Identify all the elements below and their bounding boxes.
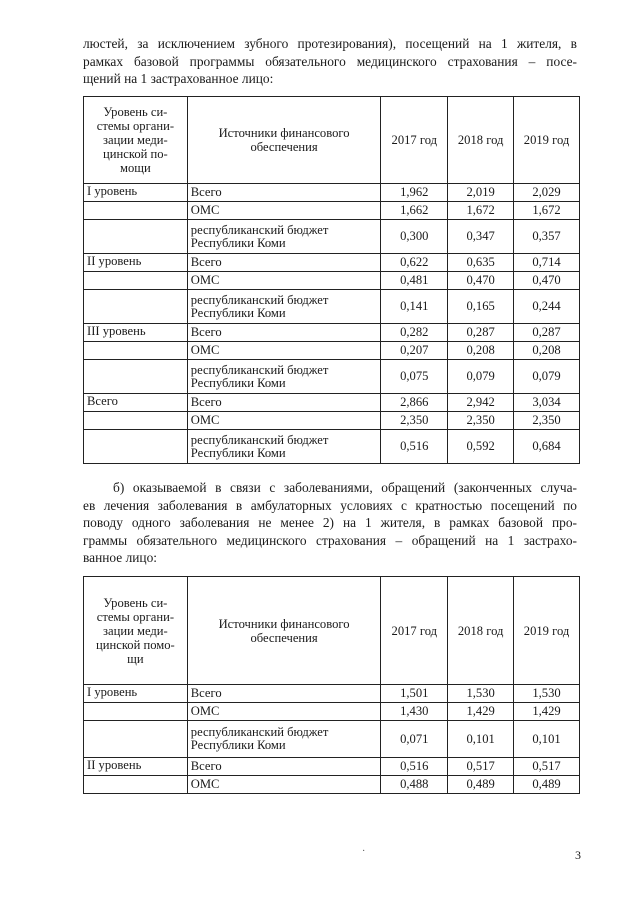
table-visits (83, 96, 580, 464)
text-line: люстей, за исключением зубного протезирования), посещений на 1 жителя, в (83, 36, 577, 51)
source-cell: ОМС (187, 342, 381, 360)
table-header-row (84, 97, 580, 184)
text-line: рамках базовой программы обязательного медицинского страхования – посе- (83, 53, 577, 69)
value-cell: 1,530 (514, 685, 580, 703)
table-row (84, 721, 580, 758)
source-cell: республиканский бюджет Республики Коми (187, 290, 381, 324)
value-cell: 0,141 (381, 290, 448, 324)
source-cell: Всего (187, 254, 381, 272)
source-cell: республиканский бюджет Республики Коми (187, 721, 381, 758)
value-cell: 0,287 (448, 324, 514, 342)
header-source: Источники финансового обеспечения (187, 577, 381, 685)
value-cell: 0,488 (381, 776, 448, 794)
source-cell: ОМС (187, 412, 381, 430)
table-header-row (84, 577, 580, 685)
value-cell: 0,071 (381, 721, 448, 758)
value-cell: 0,622 (381, 254, 448, 272)
source-cell: Всего (187, 184, 381, 202)
value-cell: 0,207 (381, 342, 448, 360)
text-line: б) оказываемой в связи с заболеваниями, обращений (законченных случа- (113, 480, 577, 495)
header-year: 2018 год (448, 577, 514, 685)
header-source: Источники финансового обеспечения (187, 97, 381, 184)
value-cell: 0,101 (514, 721, 580, 758)
table-row (84, 254, 580, 272)
value-cell: 0,470 (514, 272, 580, 290)
value-cell: 0,714 (514, 254, 580, 272)
table-row (84, 290, 580, 324)
source-cell: республиканский бюджет Республики Коми (187, 360, 381, 394)
level-cell (84, 342, 188, 360)
table-row (84, 685, 580, 703)
source-cell: республиканский бюджет Республики Коми (187, 220, 381, 254)
header-year: 2019 год (514, 97, 580, 184)
value-cell: 1,662 (381, 202, 448, 220)
value-cell: 0,635 (448, 254, 514, 272)
value-cell: 1,501 (381, 685, 448, 703)
page-number: 3 (575, 848, 581, 862)
value-cell: 0,079 (448, 360, 514, 394)
table-row (84, 184, 580, 202)
value-cell: 2,029 (514, 184, 580, 202)
scan-speck: · (362, 846, 366, 857)
table-row (84, 220, 580, 254)
value-cell: 0,075 (381, 360, 448, 394)
value-cell: 0,489 (514, 776, 580, 794)
value-cell: 0,300 (381, 220, 448, 254)
source-cell: Всего (187, 758, 381, 776)
level-cell (84, 220, 188, 254)
value-cell: 0,470 (448, 272, 514, 290)
text-line: граммы обязательного медицинского страхования – обращений на 1 застрахо- (83, 532, 577, 548)
value-cell: 2,350 (381, 412, 448, 430)
value-cell: 2,350 (514, 412, 580, 430)
level-cell: I уровень (84, 184, 188, 202)
value-cell: 0,489 (448, 776, 514, 794)
value-cell: 0,208 (514, 342, 580, 360)
header-year: 2017 год (381, 577, 448, 685)
table-row (84, 272, 580, 290)
table-row (84, 202, 580, 220)
text-line: щений на 1 застрахованное лицо: (83, 71, 274, 86)
source-cell: Всего (187, 324, 381, 342)
source-cell: Всего (187, 394, 381, 412)
intro-paragraph (83, 35, 577, 88)
level-cell: II уровень (84, 758, 188, 776)
value-cell: 1,962 (381, 184, 448, 202)
header-year: 2018 год (448, 97, 514, 184)
table-row (84, 758, 580, 776)
text-line: ванное лицо: (83, 550, 158, 565)
value-cell: 0,517 (448, 758, 514, 776)
value-cell: 0,282 (381, 324, 448, 342)
value-cell: 0,347 (448, 220, 514, 254)
text-line: поводу одного заболевания не менее 2) на 1 жителя, в рамках базовой про- (83, 515, 577, 530)
level-cell (84, 703, 188, 721)
value-cell: 0,287 (514, 324, 580, 342)
level-cell: Всего (84, 394, 188, 412)
value-cell: 0,516 (381, 430, 448, 464)
level-cell (84, 290, 188, 324)
value-cell: 0,592 (448, 430, 514, 464)
value-cell: 0,079 (514, 360, 580, 394)
value-cell: 2,866 (381, 394, 448, 412)
level-cell: II уровень (84, 254, 188, 272)
value-cell: 0,517 (514, 758, 580, 776)
header-level: Уровень си- стемы органи- зации меди- цинской помо- щи (84, 577, 188, 685)
table-row (84, 703, 580, 721)
table-row (84, 342, 580, 360)
value-cell: 0,481 (381, 272, 448, 290)
level-cell (84, 412, 188, 430)
value-cell: 0,101 (448, 721, 514, 758)
value-cell: 1,672 (514, 202, 580, 220)
level-cell (84, 430, 188, 464)
level-cell (84, 202, 188, 220)
source-cell: ОМС (187, 776, 381, 794)
source-cell: ОМС (187, 202, 381, 220)
source-cell: ОМС (187, 703, 381, 721)
value-cell: 1,429 (448, 703, 514, 721)
level-cell: III уровень (84, 324, 188, 342)
table-row (84, 776, 580, 794)
level-cell (84, 721, 188, 758)
text-line: ев лечения заболевания в амбулаторных условиях с кратностью посещений по (83, 497, 577, 513)
level-cell: I уровень (84, 685, 188, 703)
value-cell: 1,672 (448, 202, 514, 220)
value-cell: 1,430 (381, 703, 448, 721)
value-cell: 1,530 (448, 685, 514, 703)
source-cell: республиканский бюджет Республики Коми (187, 430, 381, 464)
table-row (84, 360, 580, 394)
source-cell: ОМС (187, 272, 381, 290)
value-cell: 0,208 (448, 342, 514, 360)
table-row (84, 324, 580, 342)
level-cell (84, 272, 188, 290)
table-row (84, 430, 580, 464)
header-year: 2019 год (514, 577, 580, 685)
header-year: 2017 год (381, 97, 448, 184)
value-cell: 1,429 (514, 703, 580, 721)
table-row (84, 412, 580, 430)
value-cell: 0,516 (381, 758, 448, 776)
value-cell: 0,357 (514, 220, 580, 254)
value-cell: 0,684 (514, 430, 580, 464)
value-cell: 2,350 (448, 412, 514, 430)
source-cell: Всего (187, 685, 381, 703)
table-appeals (83, 576, 580, 794)
table-row (84, 394, 580, 412)
value-cell: 0,244 (514, 290, 580, 324)
level-cell (84, 360, 188, 394)
value-cell: 2,942 (448, 394, 514, 412)
value-cell: 0,165 (448, 290, 514, 324)
level-cell (84, 776, 188, 794)
value-cell: 2,019 (448, 184, 514, 202)
value-cell: 3,034 (514, 394, 580, 412)
section-b-paragraph (83, 479, 577, 567)
header-level: Уровень си- стемы органи- зации меди- цинской по- мощи (84, 97, 188, 184)
